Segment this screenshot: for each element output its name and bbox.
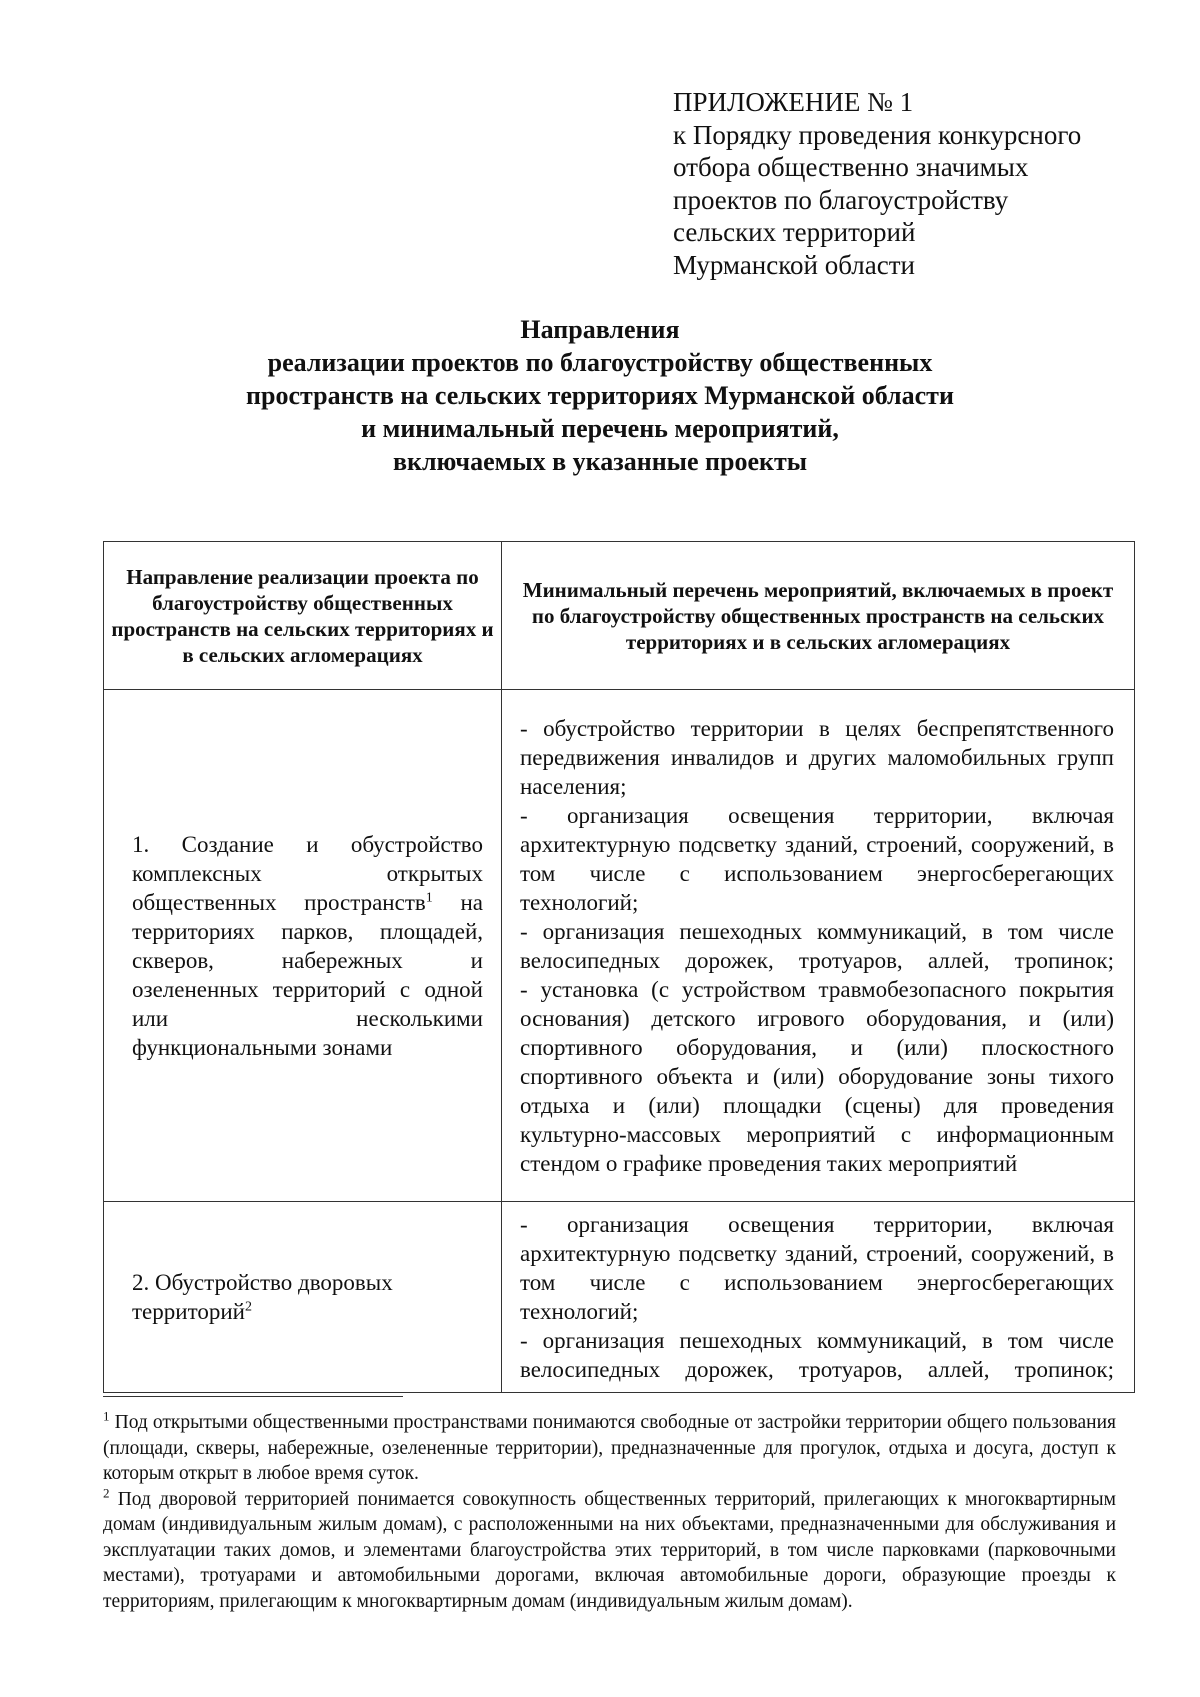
footnote-mark: 2 [103, 1485, 110, 1500]
footnote-separator [103, 1396, 403, 1397]
measure-item: - организация освещения территории, включая архитектурную подсветку зданий, строений, сооружений, в том числе с использованием энергосберегающих технологий; [520, 1212, 1114, 1324]
header-measures: Минимальный перечень мероприятий, включаемых в проект по благоустройству общественных пространств на сельских территориях и в сельских агломерациях [502, 542, 1135, 690]
directions-table [103, 541, 1135, 1393]
title-line: Направления [520, 315, 680, 344]
title-line: пространств на сельских территориях Мурманской области [246, 381, 954, 410]
title-line: и минимальный перечень мероприятий, [361, 414, 839, 443]
row-direction-text: 2. Обустройство дворовых территорий [132, 1270, 393, 1324]
appendix-line: Мурманской области [673, 249, 915, 280]
measure-item: - организация освещения территории, включая архитектурную подсветку зданий, строений, сооружений, в том числе с использованием энергосберегающих технологий; [520, 802, 1114, 915]
appendix-line: к Порядку проведения конкурсного [673, 119, 1082, 150]
footnote-2 [103, 1487, 1116, 1615]
footnote-mark: 1 [103, 1408, 110, 1424]
row-measures-cell [502, 690, 1135, 1202]
title-line: реализации проектов по благоустройству общественных [267, 348, 933, 377]
title-line: включаемых в указанные проекты [392, 447, 808, 476]
appendix-line: ПРИЛОЖЕНИЕ № 1 [673, 87, 914, 117]
footnote-ref: 2 [244, 1299, 252, 1315]
footnote-ref: 1 [425, 889, 433, 905]
table-row [104, 1202, 1135, 1393]
header-direction: Направление реализации проекта по благоустройству общественных пространств на сельских территориях и в сельских агломерациях [104, 542, 502, 690]
row-direction-text-rest: на территориях парков, площадей, скверов, набережных и озелененных территорий с одной или несколькими функциональными зонами [132, 889, 483, 1060]
appendix-line: отбора общественно значимых [673, 152, 1029, 182]
footnote-text: Под дворовой территорией понимается совокупность общественных территорий, прилегающих к многоквартирным домам (индивидуальным жилым домам), с расположенными на них объектами, предназначенными для обслуживания и эксплуатации таких домов, и элементами благоустройства этих территорий, в том числе парковками (парковочными местами), тротуарами и автомобильными дорогами, включая автомобильные дороги, образующие проезды к территориям, прилегающим к многоквартирным домам (индивидуальным жилым домам). [103, 1488, 1116, 1612]
footnotes [103, 1410, 1116, 1614]
footnote-1 [103, 1410, 1116, 1487]
measure-item: - организация пешеходных коммуникаций, в том числе велосипедных дорожек, тротуаров, аллей, тропинок; [520, 918, 1114, 973]
measure-item: - обустройство территории в целях беспрепятственного передвижения инвалидов и других маломобильных групп населения; [520, 715, 1114, 799]
row-direction-text: 1. Создание и обустройство комплексных открытых общественных пространств [132, 831, 483, 915]
table-row [104, 690, 1135, 1202]
measure-item: - установка (с устройством травмобезопасного покрытия основания) детского игрового оборудования, и (или) спортивного оборудования, и (или) плоскостного спортивного объекта и (или) оборудование зоны тихого отдыха и (или) площадки (сцены) для проведения культурно-массовых мероприятий с информационным стендом о графике проведения таких мероприятий [520, 976, 1114, 1176]
appendix-line: проектов по благоустройству [673, 184, 1009, 215]
footnote-text: Под открытыми общественными пространствами понимаются свободные от застройки территории общего пользования (площади, скверы, набережные, озелененные территории), предназначенные для прогулок, отдыха и досуга, доступ к которым открыт в любое время суток. [103, 1412, 1116, 1484]
row-direction-cell [104, 1202, 502, 1393]
appendix-line: сельских территорий [673, 217, 916, 247]
table-header-row [104, 542, 1135, 690]
document-title [100, 313, 1100, 478]
measure-item: - организация пешеходных коммуникаций, в том числе велосипедных дорожек, тротуаров, аллей, тропинок; [520, 1328, 1114, 1382]
row-measures-cell [502, 1202, 1135, 1393]
row-direction-cell [104, 690, 502, 1202]
appendix-header [673, 86, 1153, 281]
